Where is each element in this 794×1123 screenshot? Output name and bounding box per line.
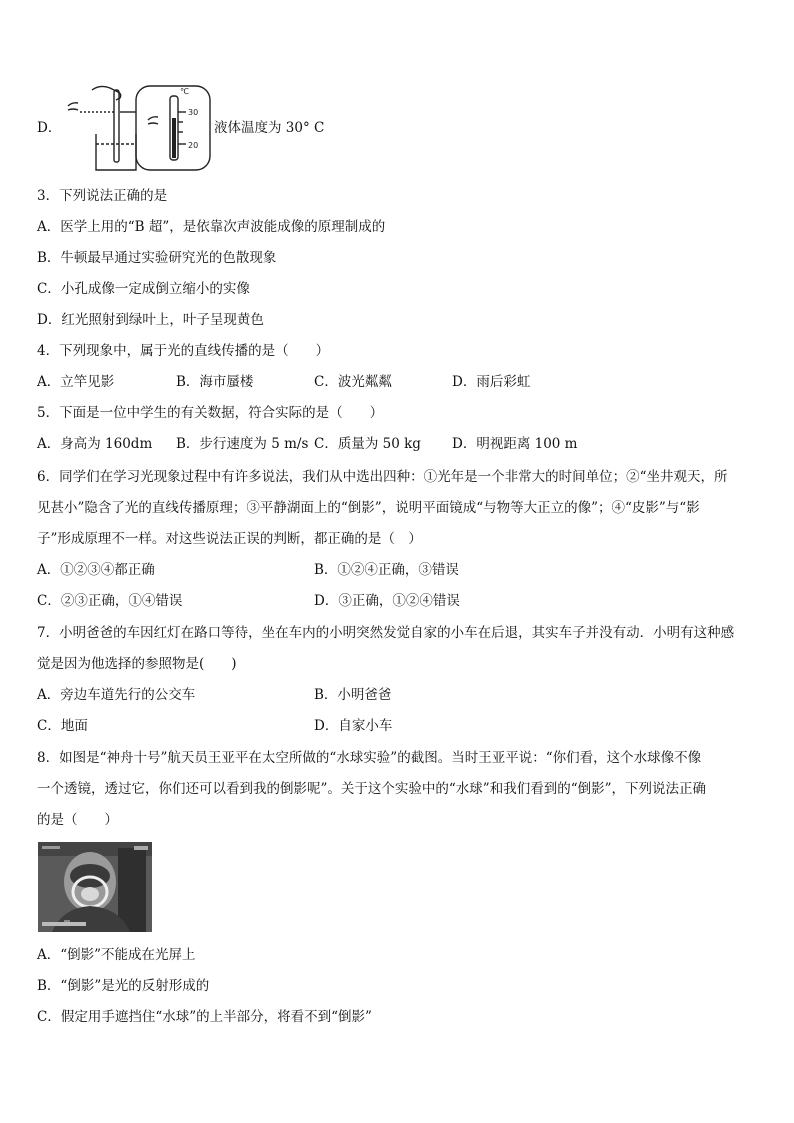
q3-option-b: B．牛顿最早通过实验研究光的色散现象 — [37, 250, 277, 266]
hand-icon — [92, 86, 121, 100]
q6-option-c: C．②③正确，①④错误 — [37, 593, 183, 609]
q3-option-d: D．红光照射到绿叶上，叶子呈现黄色 — [37, 312, 264, 328]
tick-20: 20 — [188, 141, 199, 150]
q8-option-b: B．“倒影”是光的反射形成的 — [37, 978, 210, 994]
q5-option-b: B．步行速度为 5 m/s — [176, 436, 309, 452]
q7-stem-line-2: 觉是因为他选择的参照物是( ) — [37, 656, 237, 672]
q7-stem-line-1: 7．小明爸爸的车因红灯在路口等待，坐在车内的小明突然发觉自家的小车在后退，其实车子并没有动．小明有这种感 — [37, 625, 735, 641]
q7-option-c: C．地面 — [37, 718, 88, 734]
q8-stem-line-3: 的是（ ） — [37, 812, 118, 828]
q6-option-d: D．③正确，①②④错误 — [314, 593, 460, 609]
q4-option-c: C．波光粼粼 — [314, 374, 392, 390]
unit-label: ℃ — [180, 87, 189, 96]
q7-option-b: B．小明爸爸 — [314, 687, 392, 703]
q2-option-d-letter: D． — [37, 120, 62, 136]
q8-option-c: C．假定用手遮挡住“水球”的上半部分，将看不到“倒影” — [37, 1009, 372, 1025]
q4-stem: 4．下列现象中，属于光的直线传播的是（ ） — [37, 343, 330, 359]
q5-option-a: A．身高为 160dm — [37, 436, 153, 452]
eye-icon — [68, 103, 78, 106]
q4-option-a: A．立竿见影 — [37, 374, 115, 390]
q5-stem: 5．下面是一位中学生的有关数据，符合实际的是（ ） — [37, 405, 384, 421]
q5-option-d: D．明视距离 100 m — [452, 436, 578, 452]
q3-option-a: A．医学上用的“B 超”，是依靠次声波能成像的原理制成的 — [37, 219, 386, 235]
q6-stem-line-1: 6．同学们在学习光现象过程中有许多说法，我们从中选出四种：①光年是一个非常大的时间单位；②“坐井观天，所 — [37, 469, 728, 485]
q7-option-d: D．自家小车 — [314, 718, 393, 734]
q5-option-c: C．质量为 50 kg — [314, 436, 421, 452]
q8-stem-line-1: 8．如图是“神舟十号”航天员王亚平在太空所做的“水球实验”的截图。当时王亚平说：“你们看，这个水球像不像 — [37, 750, 702, 766]
q3-option-c: C．小孔成像一定成倒立缩小的实像 — [37, 281, 250, 297]
q6-stem-line-3: 子”形成原理不一样。对这些说法正误的判断，都正确的是（ ） — [37, 531, 422, 547]
beaker-icon — [96, 134, 136, 170]
q8-option-a: A．“倒影”不能成在光屏上 — [37, 947, 196, 963]
water-ball-photo — [38, 842, 152, 932]
q6-option-b: B．①②④正确，③错误 — [314, 562, 459, 578]
thermometer-beaker-figure — [62, 82, 214, 174]
q8-stem-line-2: 一个透镜，透过它，你们还可以看到我的倒影呢”。关于这个实验中的“水球”和我们看到的“倒影”，下列说法正确 — [37, 781, 707, 797]
q7-option-a: A．旁边车道先行的公交车 — [37, 687, 196, 703]
thermometer-icon — [114, 90, 119, 162]
q4-option-d: D．雨后彩虹 — [452, 374, 531, 390]
q4-option-b: B．海市蜃楼 — [176, 374, 254, 390]
tick-30: 30 — [188, 108, 199, 117]
q6-stem-line-2: 见甚小”隐含了光的直线传播原理；③平静湖面上的“倒影”，说明平面镜成“与物等大正立的像”；④“皮影”与“影 — [37, 500, 700, 516]
q3-stem: 3．下列说法正确的是 — [37, 188, 168, 204]
q2-option-d-text: 液体温度为 30° C — [214, 120, 325, 136]
q6-option-a: A．①②③④都正确 — [37, 562, 155, 578]
